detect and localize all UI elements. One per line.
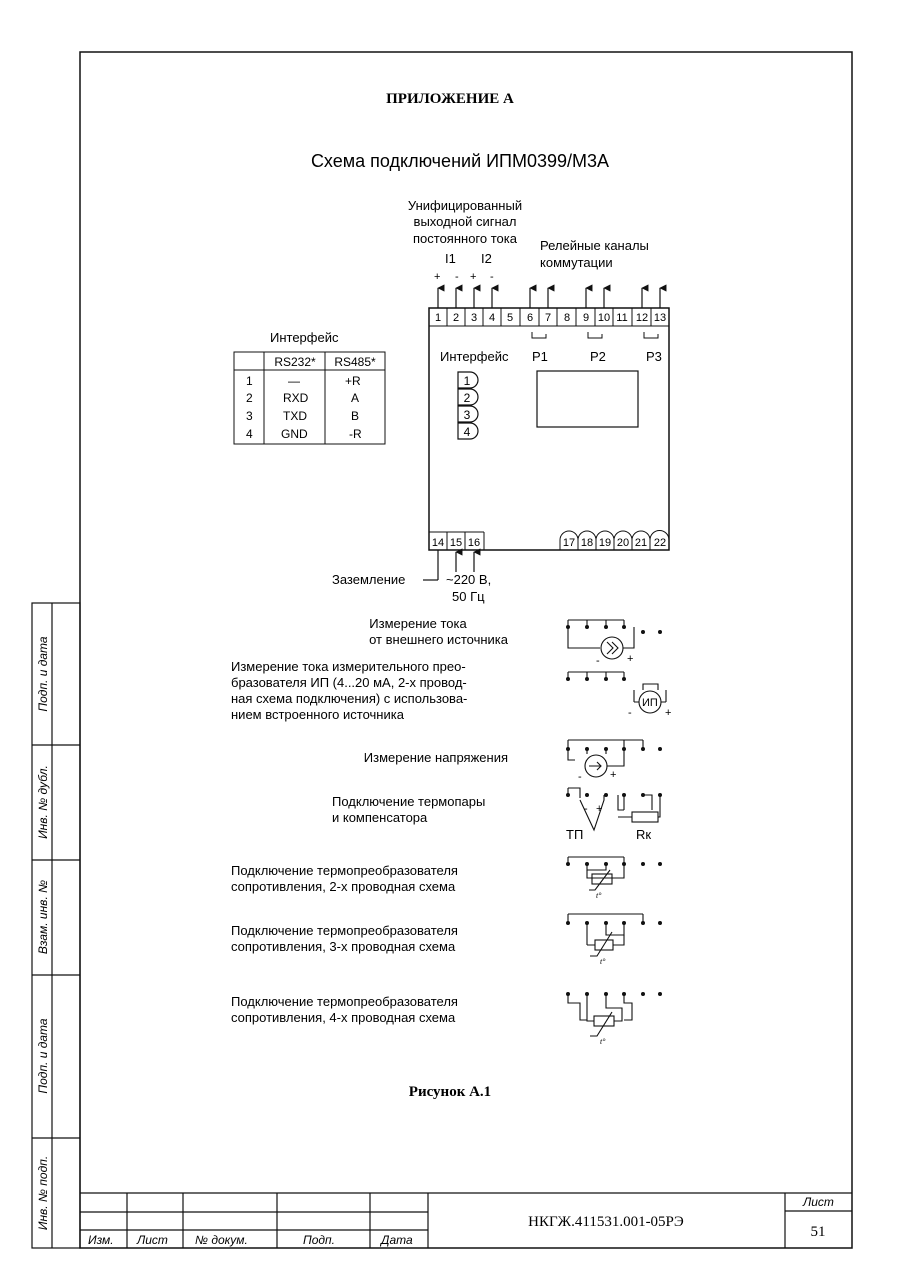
interface-pin-2: 2 [463,391,471,405]
current-output-i1: I1 [445,251,456,266]
output-signal-label-2: выходной сигнал [413,214,517,229]
interface-table-cell: RXD [283,391,309,405]
interface-table-cell: GND [281,427,308,441]
terminal-9: 9 [582,312,590,324]
terminal-2: 2 [452,312,460,324]
connection-4-line-1: Подключение термопары [332,794,486,809]
connection-6-line-1: Подключение термопреобразователя [231,923,458,938]
interface-table-cell: — [288,374,300,388]
title-block-col-docnum: № докум. [195,1233,248,1247]
interface-table-title: Интерфейс [270,330,339,345]
symbol-plus-1: + [627,653,634,665]
interface-table-header-rs232: RS232* [274,355,316,369]
power-label-2: 50 Гц [452,589,485,604]
connection-6-line-2: сопротивления, 3-х проводная схема [231,939,456,954]
sheet-label: Лист [803,1195,834,1209]
connection-4-line-2: и компенсатора [332,810,428,825]
connection-1-line-1: Измерение тока [369,616,467,631]
top-arrows [438,288,660,308]
symbol-plus-2: + [665,707,672,719]
side-stamp-label-5: Инв. № подп. [36,1155,50,1231]
connection-3-line-1: Измерение напряжения [363,750,508,765]
terminal-3: 3 [470,312,478,324]
connection-2-line-1: Измерение тока измерительного прео- [231,659,466,674]
relay-label-1: Релейные каналы [540,238,649,253]
title-block-col-izm: Изм. [88,1233,114,1247]
symbol-plus-4: + [596,803,603,815]
polarity-mark-2: - [455,271,459,283]
side-stamp-label-4: Подп. и дата [36,1018,50,1094]
interface-table-cell: 1 [246,374,253,388]
relay-contacts [532,332,658,338]
relay-p2: Р2 [590,349,606,364]
symbol-plus-3: + [610,769,617,781]
document-code: НКГЖ.411531.001-05РЭ [528,1214,684,1230]
interface-pin-4: 4 [463,425,471,439]
side-stamp-label-3: Взам. инв. № [36,879,50,955]
interface-table-cell: +R [345,374,361,388]
terminal-22: 22 [653,537,667,549]
bottom-terminal-strip [429,531,669,551]
interface-table-header-rs485: RS485* [334,355,376,369]
terminal-20: 20 [616,537,630,549]
power-label-1: ~220 В, [446,572,492,587]
polarity-mark-3: + [470,271,477,283]
symbol-tp: ТП [566,827,584,842]
terminal-15: 15 [449,537,463,549]
interface-table-cell: TXD [283,409,307,423]
terminal-21: 21 [634,537,648,549]
connection-7-line-1: Подключение термопреобразователя [231,994,458,1009]
connection-2-line-3: ная схема подключения) с использова- [231,691,468,706]
title-block-col-list: Лист [137,1233,168,1247]
interface-table-cell: B [351,409,360,423]
appendix-title: ПРИЛОЖЕНИЕ А [386,91,514,107]
connection-5-line-1: Подключение термопреобразователя [231,863,458,878]
connection-2-line-2: бразователя ИП (4...20 мА, 2-х провод- [231,675,467,690]
side-stamp-label-2: Инв. № дубл. [36,765,50,839]
terminal-1: 1 [434,312,442,324]
interface-table-cell: A [351,391,360,405]
terminal-10: 10 [597,312,611,324]
title-block-col-date: Дата [381,1233,413,1247]
terminal-12: 12 [635,312,649,324]
terminal-18: 18 [580,537,594,549]
interface-pin-1: 1 [463,374,471,388]
symbol-t-1: t° [596,891,602,900]
symbol-ip: ИП [642,697,658,709]
terminal-16: 16 [467,537,481,549]
symbol-minus-2: - [628,707,632,719]
symbol-minus-4: - [584,803,588,815]
interface-table-cell: 4 [246,427,253,441]
relay-p3: Р3 [646,349,662,364]
connection-5-line-2: сопротивления, 2-х проводная схема [231,879,456,894]
terminal-17: 17 [562,537,576,549]
symbol-minus-3: - [578,771,582,783]
terminal-11: 11 [616,312,628,324]
interface-table-cell: 2 [246,391,253,405]
interface-table-cell: 3 [246,409,253,423]
relay-p1: Р1 [532,349,548,364]
terminal-4: 4 [488,312,496,324]
symbol-rk: Rк [636,827,652,842]
connection-7-line-2: сопротивления, 4-х проводная схема [231,1010,456,1025]
current-output-i2: I2 [481,251,492,266]
terminal-13: 13 [653,312,667,324]
symbol-t-2: t° [600,957,606,966]
polarity-mark-1: + [434,271,441,283]
device-interface-label: Интерфейс [440,349,509,364]
relay-label-2: коммутации [540,255,613,270]
terminal-7: 7 [544,312,552,324]
terminal-6: 6 [526,312,534,324]
symbol-t-3: t° [600,1037,606,1046]
connection-1-line-2: от внешнего источника [369,632,508,647]
title-block-col-sign: Подп. [303,1233,335,1247]
side-stamp-label-1: Подп. и дата [36,636,50,712]
output-signal-label-3: постоянного тока [413,231,517,246]
connection-2-line-4: нием встроенного источника [231,707,404,722]
figure-caption: Рисунок А.1 [408,1084,492,1100]
polarity-mark-4: - [490,271,494,283]
interface-pin-3: 3 [463,408,471,422]
interface-table-cell: -R [349,427,362,441]
terminal-14: 14 [431,537,445,549]
terminal-19: 19 [598,537,612,549]
terminal-8: 8 [563,312,571,324]
sheet-number: 51 [810,1224,826,1240]
ground-label: Заземление [332,572,406,587]
device-display [537,371,638,427]
symbol-minus-1: - [596,655,600,667]
terminal-5: 5 [506,312,514,324]
scheme-title: Схема подключений ИПМ0399/М3А [310,151,610,171]
output-signal-label-1: Унифицированный [407,198,523,213]
